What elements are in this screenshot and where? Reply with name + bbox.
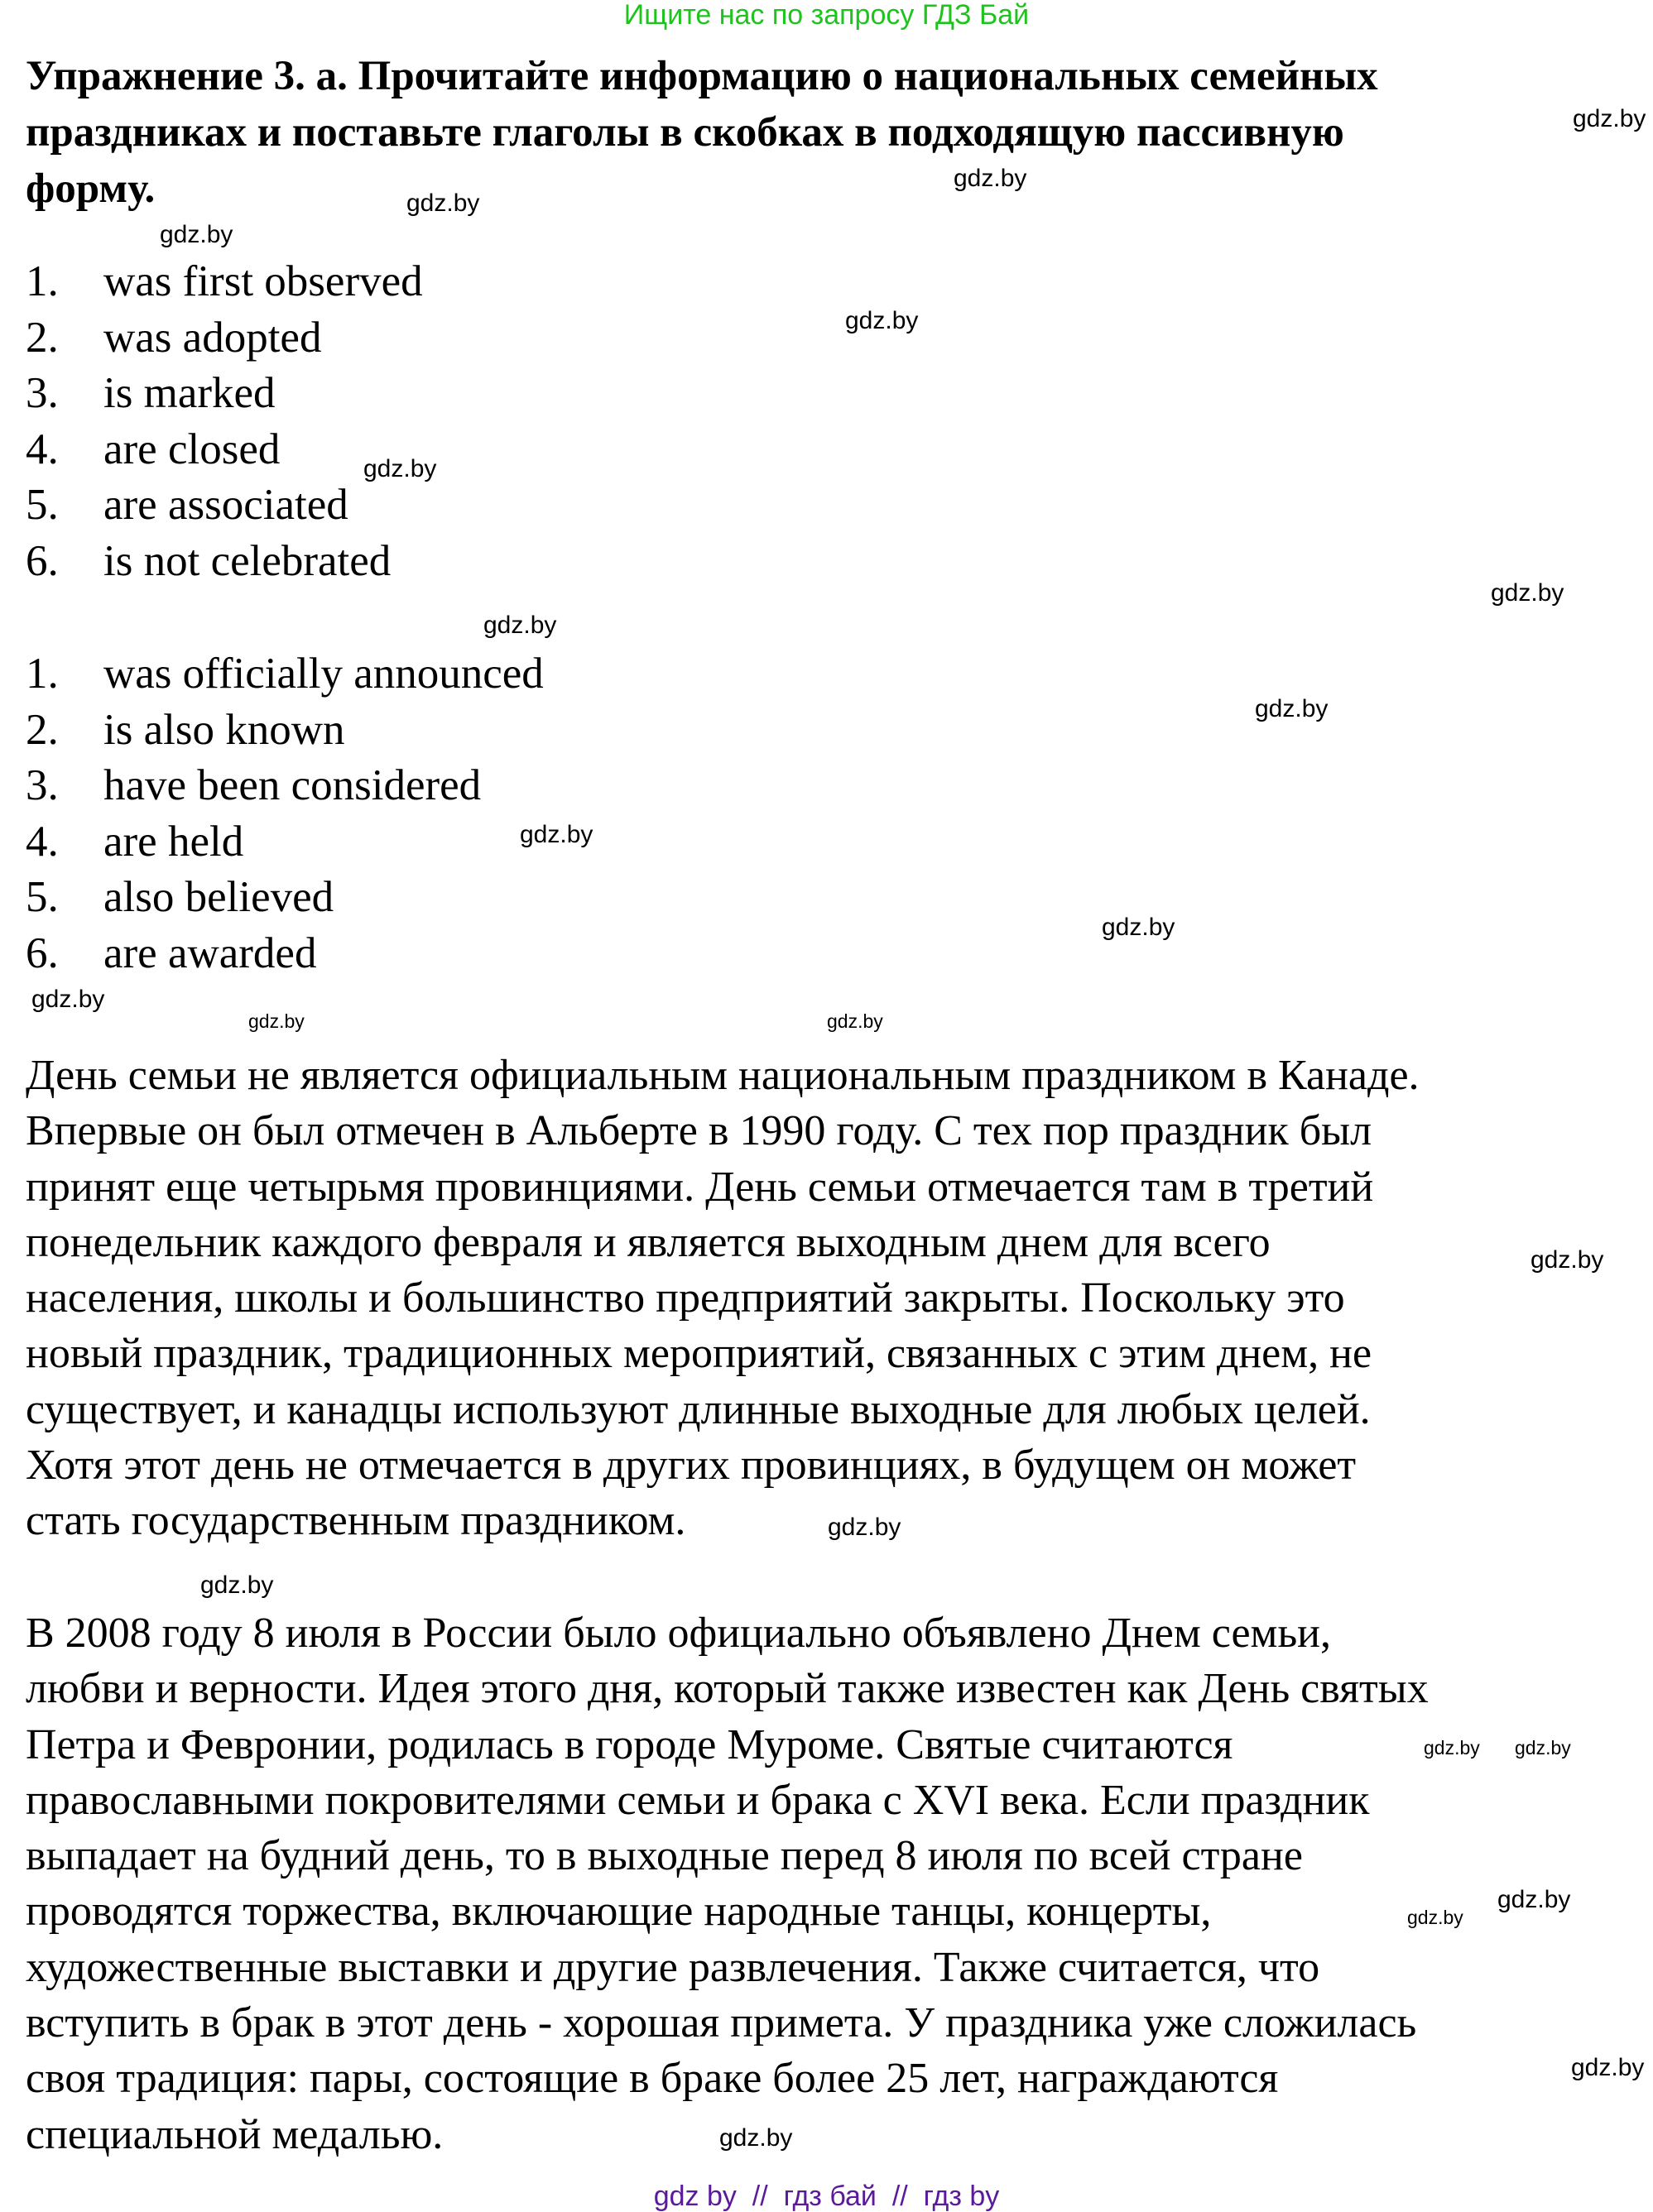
paragraph-line: художественные выставки и другие развлечения. Также считается, что: [26, 1943, 1320, 1991]
paragraph-line: православными покровителями семьи и брака с XVI века. Если праздник: [26, 1776, 1370, 1824]
watermark: gdz.by: [1571, 2054, 1645, 2081]
title-line: форму.: [26, 166, 156, 212]
list-item: [26, 477, 348, 534]
item-number: 2.: [26, 705, 59, 754]
item-number: 1.: [26, 650, 59, 698]
paragraph-line: существует, и канадцы используют длинные выходные для любых целей.: [26, 1385, 1371, 1433]
watermark: gdz.by: [1491, 579, 1564, 607]
paragraph-line: Впервые он был отмечен в Альберте в 1990 году. С тех пор праздник был: [26, 1107, 1372, 1155]
watermark: gdz.by: [828, 1514, 901, 1541]
search-hint-banner: Ищите нас по запросу ГДЗ Бай: [623, 0, 1030, 31]
list-item: [26, 310, 321, 367]
item-number: 4.: [26, 817, 59, 866]
item-number: 5.: [26, 873, 59, 921]
watermark: gdz.by: [954, 165, 1027, 192]
watermark: gdz.by: [719, 2124, 793, 2152]
watermark: gdz.by: [1573, 105, 1646, 132]
item-text: was officially announced: [103, 650, 544, 698]
watermark: gdz.by: [827, 1010, 883, 1032]
answer-list-1: [26, 254, 423, 589]
watermark: gdz.by: [1407, 1907, 1463, 1928]
paragraph-line: своя традиция: пары, состоящие в браке более 25 лет, награждаются: [26, 2055, 1279, 2103]
list-item: [26, 758, 481, 814]
item-text: was adopted: [103, 313, 322, 362]
watermark: gdz.by: [200, 1571, 274, 1599]
watermark: gdz.by: [1530, 1246, 1604, 1274]
watermark: gdz.by: [1102, 914, 1175, 941]
paragraph-line: День семьи не является официальным национальным праздником в Канаде.: [26, 1052, 1420, 1099]
watermark: gdz.by: [845, 307, 919, 334]
paragraph-canada: [26, 1048, 1640, 1549]
watermark: gdz.by: [1497, 1886, 1571, 1913]
list-item: [26, 254, 423, 310]
item-number: 6.: [26, 536, 59, 585]
watermark: gdz.by: [1515, 1737, 1571, 1759]
list-item: [26, 534, 391, 590]
paragraph-russia: [26, 1605, 1640, 2162]
item-text: have been considered: [103, 761, 482, 809]
list-item: [26, 366, 276, 422]
item-text: are associated: [103, 481, 348, 529]
list-item: [26, 646, 544, 703]
footer-links: gdz by // гдз бай // гдз by: [653, 2181, 1000, 2212]
list-item: [26, 870, 334, 926]
title-line: праздниках и поставьте глаголы в скобках в подходящую пассивную: [26, 109, 1344, 156]
paragraph-line: Хотя этот день не отмечается в других провинциях, в будущем он может: [26, 1442, 1357, 1490]
item-text: are awarded: [103, 928, 317, 977]
item-text: are closed: [103, 425, 281, 473]
paragraph-line: понедельник каждого февраля и является выходным днем для всего: [26, 1218, 1271, 1266]
paragraph-line: Петра и Февронии, родилась в городе Муроме. Святые считаются: [26, 1720, 1233, 1768]
watermark: gdz.by: [31, 986, 105, 1013]
paragraph-line: принят еще четырьмя провинциями. День семьи отмечается там в третий: [26, 1163, 1374, 1211]
watermark: gdz.by: [520, 821, 593, 848]
paragraph-line: вступить в брак в этот день - хорошая примета. У праздника уже сложилась: [26, 1999, 1417, 2047]
watermark: gdz.by: [483, 612, 557, 639]
list-item: [26, 926, 316, 982]
item-number: 6.: [26, 928, 59, 977]
list-item: [26, 814, 243, 871]
item-number: 4.: [26, 425, 59, 473]
paragraph-line: новый праздник, традиционных мероприятий, связанных с этим днем, не: [26, 1330, 1372, 1378]
paragraph-line: любви и верности. Идея этого дня, который также известен как День святых: [26, 1665, 1429, 1713]
paragraph-line: стать государственным праздником.: [26, 1497, 686, 1545]
paragraph-line: выпадает на будний день, то в выходные перед 8 июля по всей стране: [26, 1832, 1303, 1880]
list-item: [26, 422, 280, 478]
item-text: is marked: [103, 369, 276, 417]
paragraph-line: В 2008 году 8 июля в России было официально объявлено Днем семьи,: [26, 1610, 1331, 1657]
exercise-title: [26, 48, 1598, 217]
item-text: is not celebrated: [103, 536, 392, 585]
watermark: gdz.by: [160, 221, 233, 248]
list-item: [26, 703, 345, 759]
item-number: 2.: [26, 313, 59, 362]
item-number: 3.: [26, 369, 59, 417]
item-text: was first observed: [103, 257, 423, 305]
item-text: also believed: [103, 873, 334, 921]
item-number: 3.: [26, 761, 59, 809]
answer-list-2: [26, 646, 544, 981]
title-line: Упражнение 3. а. Прочитайте информацию о национальных семейных: [26, 53, 1378, 99]
item-text: are held: [103, 817, 244, 866]
watermark: gdz.by: [406, 190, 480, 217]
paragraph-line: проводятся торжества, включающие народные танцы, концерты,: [26, 1888, 1212, 1936]
item-text: is also known: [103, 705, 345, 754]
watermark: gdz.by: [1424, 1737, 1480, 1759]
paragraph-line: специальной медалью.: [26, 2110, 444, 2158]
watermark: gdz.by: [248, 1010, 305, 1032]
watermark: gdz.by: [363, 455, 437, 482]
item-number: 5.: [26, 481, 59, 529]
paragraph-line: населения, школы и большинство предприятий закрыты. Поскольку это: [26, 1274, 1345, 1322]
watermark: gdz.by: [1255, 695, 1329, 722]
item-number: 1.: [26, 257, 59, 305]
